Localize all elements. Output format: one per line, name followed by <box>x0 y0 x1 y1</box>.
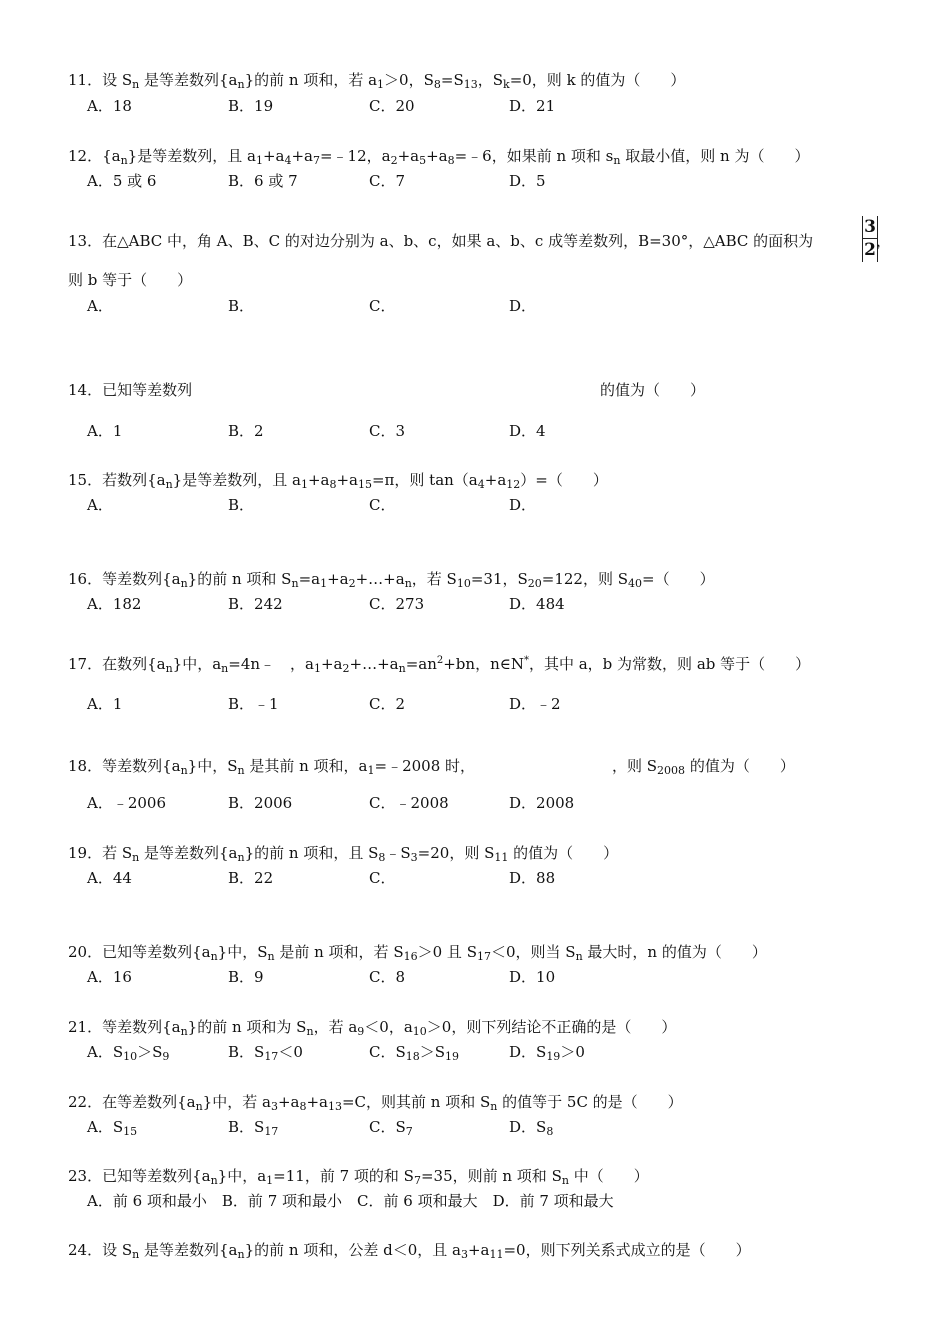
option-a: A．5 或 6 <box>87 172 157 190</box>
option-a: A．$S_{10}>S_9$ <box>87 1043 170 1063</box>
question-13-comma: ， <box>876 232 892 250</box>
question-18-tail: ，则 $S_{2008}$ 的值为（ ） <box>612 757 795 777</box>
option-b: B．﹣1 <box>228 695 279 713</box>
option-b: B．$S_{17}<0$ <box>228 1043 303 1063</box>
option-d: D．5 <box>509 172 546 190</box>
option-d: D．$S_{19}>0$ <box>509 1043 585 1063</box>
option-d: D． <box>509 297 537 315</box>
question-15: 15．若数列$\{a_n\}$是等差数列，且 $a_1+a_8+a_{15}=\pi$，则 $\tan(a_4+a_{12})=$（ ） <box>68 471 608 491</box>
option-c: C．8 <box>369 968 406 986</box>
option-c: C．3 <box>369 422 406 440</box>
options-line: A．前 6 项和最小 B．前 7 项和最小 C．前 6 项和最大 D．前 7 项和最大 <box>87 1192 614 1210</box>
question-13: 13．在△ABC 中，角 A、B、C 的对边分别为 a、b、c，如果 a、b、c 成等差数列，B=30°，△ABC 的面积为 <box>68 232 814 250</box>
option-d: D．﹣2 <box>509 695 561 713</box>
option-c: C．2 <box>369 695 406 713</box>
option-c: C．273 <box>369 595 425 613</box>
question-16: 16．等差数列$\{a_n\}$的前 n 项和 $S_n=a_1+a_2+\dots+a_n$，若 $S_{10}=31$，$S_{20}=122$，则 $S_{40}=$（ ） <box>68 570 715 590</box>
question-14: 14．已知等差数列 <box>68 381 193 399</box>
fraction-numerator: 3 <box>864 217 876 237</box>
option-d: D．484 <box>509 595 565 613</box>
question-14-tail: 的值为（ ） <box>600 381 706 399</box>
option-c: C．20 <box>369 97 415 115</box>
option-d: D．21 <box>509 97 556 115</box>
option-a: A．182 <box>87 595 142 613</box>
fraction-denominator: 2 <box>864 240 876 260</box>
option-b: B．$S_{17}$ <box>228 1118 279 1138</box>
option-a: A．﹣2006 <box>87 794 167 812</box>
option-a: A． <box>87 297 113 315</box>
option-d: D．10 <box>509 968 556 986</box>
question-24: 24．设 $S_n$ 是等差数列$\{a_n\}$的前 n 项和，公差 d＜0，且 $a_3+a_{11}=0$，则下列关系式成立的是（ ） <box>68 1241 751 1261</box>
question-21: 21．等差数列$\{a_n\}$的前 n 项和为 $S_n$，若 $a_9<0$，$a_{10}>0$，则下列结论不正确的是（ ） <box>68 1018 677 1038</box>
option-d: D．$S_8$ <box>509 1118 554 1138</box>
option-d: D．88 <box>509 869 556 887</box>
option-b: B．2 <box>228 422 264 440</box>
option-c: C． <box>369 869 396 887</box>
option-c: C．$S_7$ <box>369 1118 413 1138</box>
option-b: B． <box>228 297 255 315</box>
question-12: 12．$\{a_n\}$是等差数列，且 $a_1+a_4+a_7=﹣12$，$a_2+a_5+a_8=﹣6$，如果前 n 项和 $s_n$ 取最小值，则 n 为（ ） <box>68 147 810 167</box>
question-11: 11．设 $S_n$ 是等差数列$\{a_n\}$的前 n 项和，若 $a_1>0$，$S_8=S_{13}$，$S_k=0$，则 k 的值为（ ） <box>68 71 686 91</box>
option-a: A．18 <box>87 97 132 115</box>
option-a: A．$S_{15}$ <box>87 1118 138 1138</box>
option-d: D．4 <box>509 422 546 440</box>
option-c: C．7 <box>369 172 406 190</box>
option-c: C．﹣2008 <box>369 794 449 812</box>
option-a: A．1 <box>87 695 123 713</box>
option-c: C． <box>369 297 396 315</box>
question-13-line2: 则 b 等于（ ） <box>68 271 193 289</box>
option-a: A．16 <box>87 968 132 986</box>
option-b: B．242 <box>228 595 283 613</box>
question-18: 18．等差数列$\{a_n\}$中，$S_n$ 是其前 n 项和，$a_1=﹣2008$ 时， <box>68 757 476 777</box>
option-a: A．44 <box>87 869 132 887</box>
option-b: B． <box>228 496 255 514</box>
question-17: 17．在数列$\{a_n\}$中，$a_n=4n﹣$ ，$a_1+a_2+\dots+a_n=an^2+bn$，n∈N*，其中 a，b 为常数，则 ab 等于（ ） <box>68 655 811 675</box>
option-a: A．1 <box>87 422 123 440</box>
question-20: 20．已知等差数列$\{a_n\}$中，$S_n$ 是前 n 项和，若 $S_{16}>0$ 且 $S_{17}<0$，则当 $S_n$ 最大时，n 的值为（ ） <box>68 943 767 963</box>
option-b: B．22 <box>228 869 274 887</box>
option-b: B．19 <box>228 97 274 115</box>
option-c: C． <box>369 496 396 514</box>
question-23: 23．已知等差数列$\{a_n\}$中，$a_1=11$，前 7 项的和 $S_7=35$，则前 n 项和 $S_n$ 中（ ） <box>68 1167 649 1187</box>
question-19: 19．若 $S_n$ 是等差数列$\{a_n\}$的前 n 项和，且 $S_8﹣S_3=20$，则 $S_{11}$ 的值为（ ） <box>68 844 619 864</box>
option-b: B．2006 <box>228 794 293 812</box>
option-d: D． <box>509 496 537 514</box>
option-c: C．$S_{18}>S_{19}$ <box>369 1043 460 1063</box>
option-b: B．6 或 7 <box>228 172 298 190</box>
option-d: D．2008 <box>509 794 575 812</box>
option-b: B．9 <box>228 968 264 986</box>
option-a: A． <box>87 496 113 514</box>
question-22: 22．在等差数列$\{a_n\}$中，若 $a_3+a_8+a_{13}=C$，则其前 n 项和 $S_n$ 的值等于 5C 的是（ ） <box>68 1093 683 1113</box>
